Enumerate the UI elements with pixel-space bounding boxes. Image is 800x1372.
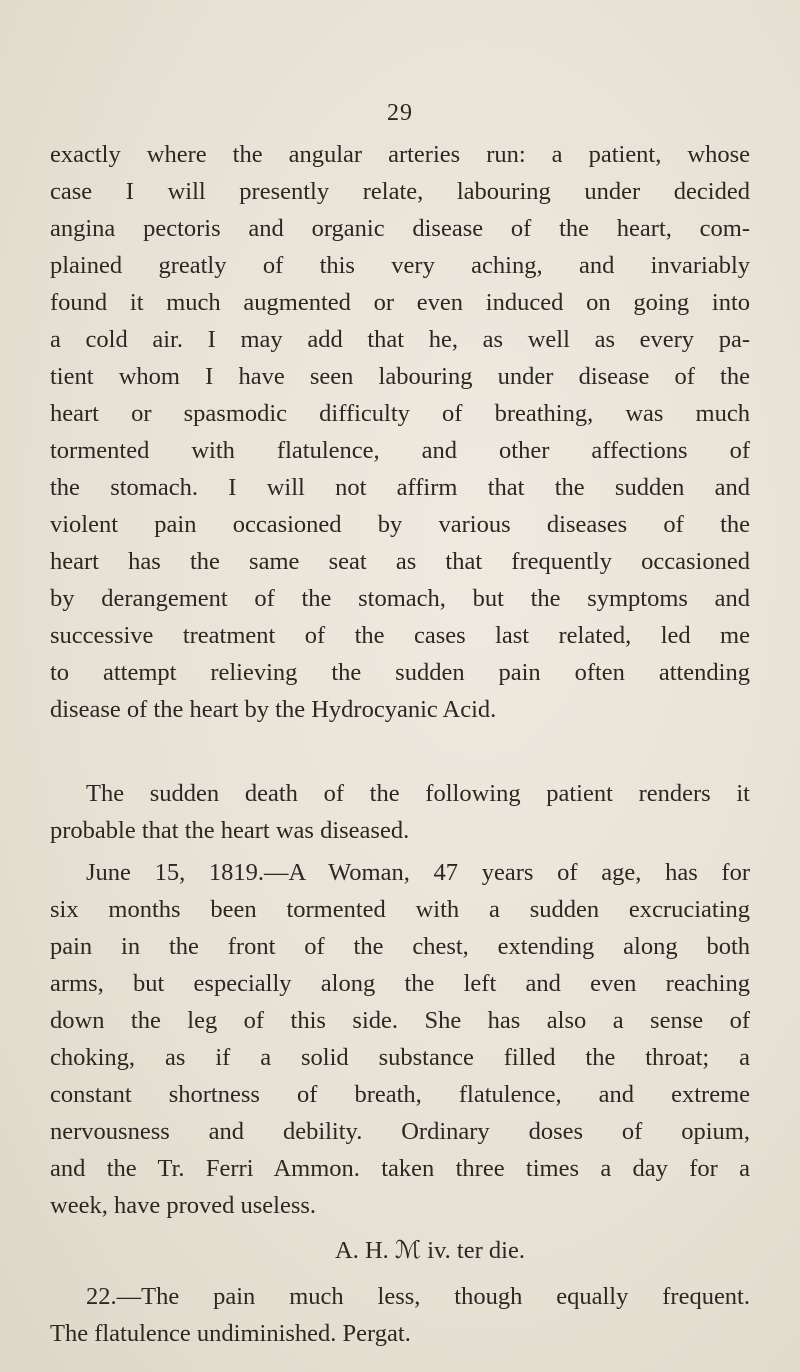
text-line: The flatulence undiminished. Pergat. bbox=[50, 1320, 411, 1347]
text-line: tient whom I have seen labouring under disease of the bbox=[50, 363, 750, 390]
text-line: to attempt relieving the sudden pain often attending bbox=[50, 659, 750, 686]
text-line: by derangement of the stomach, but the symptoms and bbox=[50, 585, 750, 612]
page-number: 29 bbox=[387, 100, 413, 126]
text-line: exactly where the angular arteries run: a patient, whose bbox=[50, 141, 750, 168]
text-line: arms, but especially along the left and even reaching bbox=[50, 970, 750, 997]
text-line: June 15, 1819.—A Woman, 47 years of age, has for bbox=[86, 859, 750, 886]
text-line: pain in the front of the chest, extending along both bbox=[50, 933, 750, 960]
text-line: six months been tormented with a sudden excruciating bbox=[50, 896, 750, 923]
text-line: violent pain occasioned by various diseases of the bbox=[50, 511, 750, 538]
text-line: plained greatly of this very aching, and invariably bbox=[50, 252, 750, 279]
text-line: case I will presently relate, labouring under decided bbox=[50, 178, 750, 205]
text-line: choking, as if a solid substance filled the throat; a bbox=[50, 1044, 750, 1071]
text-line: disease of the heart by the Hydrocyanic Acid. bbox=[50, 696, 497, 723]
text-line: and the Tr. Ferri Ammon. taken three times a day for a bbox=[50, 1155, 750, 1182]
text-line: nervousness and debility. Ordinary doses of opium, bbox=[50, 1118, 750, 1145]
text-line: tormented with flatulence, and other affections of bbox=[50, 437, 750, 464]
text-line: a cold air. I may add that he, as well as every pa- bbox=[50, 326, 750, 353]
text-line: heart has the same seat as that frequently occasioned bbox=[50, 548, 750, 575]
text-line: successive treatment of the cases last related, led me bbox=[50, 622, 750, 649]
text-line: the stomach. I will not affirm that the sudden and bbox=[50, 474, 750, 501]
text-line: The sudden death of the following patient renders it bbox=[86, 780, 750, 807]
text-line: angina pectoris and organic disease of the heart, com- bbox=[50, 215, 750, 242]
text-line: found it much augmented or even induced on going into bbox=[50, 289, 750, 316]
text-line: down the leg of this side. She has also a sense of bbox=[50, 1007, 750, 1034]
text-line: probable that the heart was diseased. bbox=[50, 817, 410, 844]
text-line: heart or spasmodic difficulty of breathing, was much bbox=[50, 400, 750, 427]
text-line: constant shortness of breath, flatulence, and extreme bbox=[50, 1081, 750, 1108]
prescription-line: A. H. ℳ iv. ter die. bbox=[335, 1237, 525, 1264]
text-line: 22.—The pain much less, though equally frequent. bbox=[86, 1283, 750, 1310]
text-line: week, have proved useless. bbox=[50, 1192, 317, 1219]
